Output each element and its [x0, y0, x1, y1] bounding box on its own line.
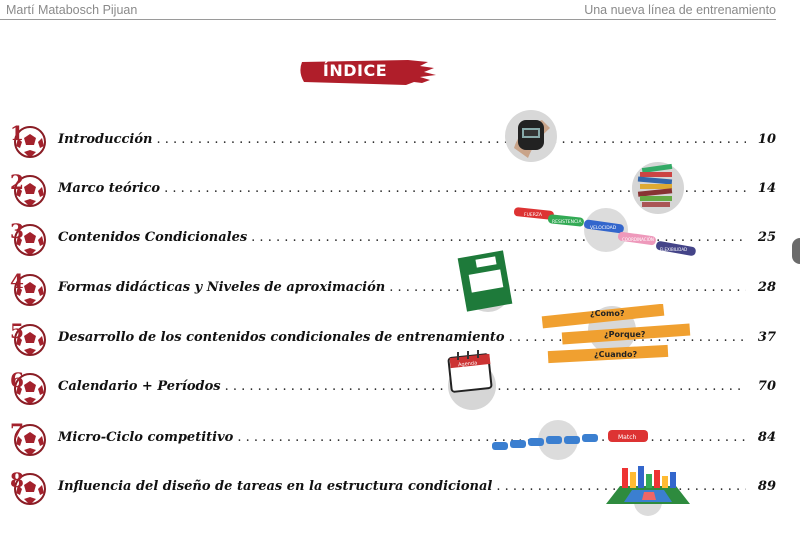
- toc-entry[interactable]: [10, 367, 790, 407]
- tag-flexibilidad: FLEXIBILIDAD: [660, 247, 688, 252]
- tag-coordinacion: COORDINACIÓN: [622, 237, 654, 242]
- toc-line: [58, 430, 776, 450]
- toc-page-number[interactable]: 28: [757, 280, 776, 295]
- calendar-illustration: [444, 350, 500, 412]
- toc-page-number[interactable]: 70: [757, 379, 776, 394]
- toc-page-number[interactable]: 25: [757, 230, 776, 245]
- stopwatch-illustration: [500, 108, 562, 164]
- toc-label[interactable]: Calendario + Períodos: [58, 379, 221, 394]
- toc-number: 3: [10, 219, 24, 243]
- page-edge-tab: [792, 238, 800, 264]
- toc-line: [58, 379, 776, 399]
- soccer-ball-number-icon: [10, 418, 52, 460]
- tactics-board-illustration: [454, 250, 520, 312]
- questions-illustration: [538, 304, 698, 366]
- header-rule: [0, 19, 776, 20]
- index-title-banner: [296, 56, 438, 88]
- toc-entry[interactable]: [10, 268, 790, 308]
- soccer-ball-number-icon: [10, 467, 52, 509]
- dot-leader: [157, 132, 747, 147]
- toc-number: 5: [10, 319, 24, 343]
- page-header: [0, 0, 800, 22]
- toc-page-number[interactable]: 89: [757, 479, 776, 494]
- toc-label[interactable]: Formas didácticas y Niveles de aproximación: [58, 280, 386, 295]
- soccer-ball-number-icon: [10, 120, 52, 162]
- toc-page-number[interactable]: 10: [757, 132, 776, 147]
- toc-line: [58, 280, 776, 300]
- question-como: ¿Como?: [590, 309, 625, 318]
- toc-page-number[interactable]: 14: [757, 181, 776, 196]
- contenidos-tags-illustration: [510, 206, 700, 264]
- toc-line: [58, 132, 776, 152]
- toc-page-number[interactable]: 37: [757, 330, 776, 345]
- microciclo-illustration: [488, 420, 664, 464]
- tag-resistencia: RESISTENCIA: [552, 220, 582, 225]
- toc-label[interactable]: Contenidos Condicionales: [58, 230, 248, 245]
- toc-entry[interactable]: [10, 120, 790, 160]
- soccer-ball-number-icon: [10, 318, 52, 360]
- author-name: Martí Matabosch Pijuan: [6, 3, 138, 17]
- soccer-ball-number-icon: [10, 268, 52, 310]
- toc-entry[interactable]: [10, 418, 790, 458]
- toc-number: 7: [10, 419, 24, 443]
- toc-label[interactable]: Desarrollo de los contenidos condicionales de entrenamiento: [58, 330, 505, 345]
- index-title: ÍNDICE: [322, 61, 388, 80]
- tag-velocidad: VELOCIDAD: [590, 226, 617, 231]
- question-cuando: ¿Cuando?: [594, 350, 638, 359]
- match-label: Match: [618, 434, 637, 441]
- calendar-label: Agenda: [457, 360, 478, 369]
- toc-number: 2: [10, 170, 24, 194]
- toc-label[interactable]: Marco teórico: [58, 181, 161, 196]
- toc-label[interactable]: Introducción: [58, 132, 153, 147]
- field-chart-illustration: [602, 462, 694, 518]
- question-porque: ¿Porque?: [604, 330, 646, 339]
- tag-fuerza: FUERZA: [524, 213, 543, 218]
- toc-number: 1: [10, 121, 24, 145]
- dot-leader: [389, 280, 746, 295]
- soccer-ball-number-icon: [10, 218, 52, 260]
- toc-number: 6: [10, 368, 24, 392]
- toc-number: 4: [10, 269, 24, 293]
- toc-number: 8: [10, 468, 24, 492]
- toc-label[interactable]: Micro-Ciclo competitivo: [58, 430, 234, 445]
- toc-page-number[interactable]: 84: [757, 430, 776, 445]
- soccer-ball-number-icon: [10, 367, 52, 409]
- toc-label[interactable]: Influencia del diseño de tareas en la estructura condicional: [58, 479, 493, 494]
- document-title: Una nueva línea de entrenamiento: [584, 3, 776, 17]
- soccer-ball-number-icon: [10, 169, 52, 211]
